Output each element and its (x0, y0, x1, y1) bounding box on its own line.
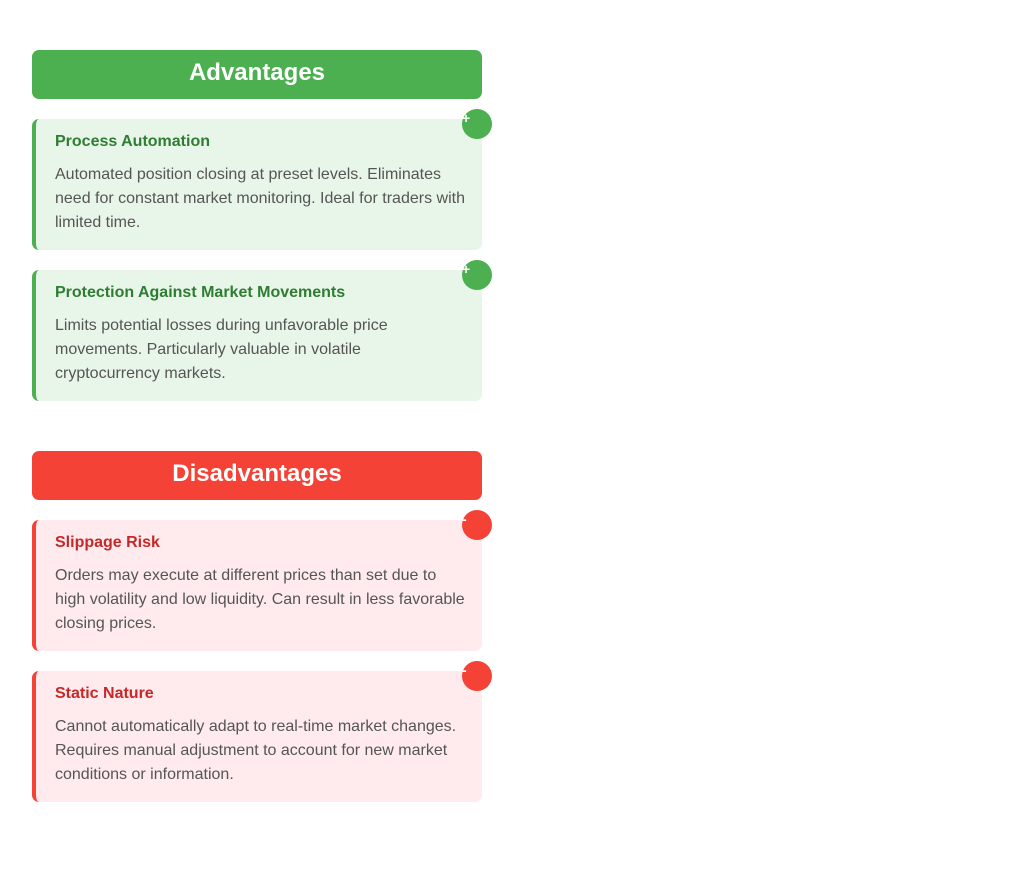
advantages-header: Advantages (32, 50, 482, 99)
advantage-card-process-automation (32, 110, 482, 250)
plus-icon: + (462, 260, 492, 290)
disadvantages-list (32, 511, 482, 802)
advantage-card-market-protection (32, 261, 482, 401)
disadvantages-header: Disadvantages (32, 451, 482, 500)
card-description: Cannot automatically adapt to real-time market changes. Requires manual adjustment to account for new market conditions or information. (55, 718, 457, 783)
card-description: Automated position closing at preset levels. Eliminates need for constant market monitoring. Ideal for traders with limited time. (55, 166, 465, 231)
card-title: Slippage Risk (55, 534, 160, 551)
disadvantage-card-slippage-risk (32, 511, 482, 651)
plus-icon: + (462, 109, 492, 139)
minus-icon: - (462, 661, 492, 691)
card-description: Limits potential losses during unfavorable price movements. Particularly valuable in volatile cryptocurrency markets. (55, 317, 388, 382)
advantages-list (32, 110, 482, 401)
card-title: Static Nature (55, 685, 154, 702)
minus-icon: - (462, 510, 492, 540)
disadvantages-section (32, 451, 482, 802)
advantages-section (32, 50, 482, 401)
card-title: Process Automation (55, 133, 210, 150)
card-description: Orders may execute at different prices than set due to high volatility and low liquidity. Can result in less favorable closing prices. (55, 567, 465, 632)
pros-cons-column (32, 50, 482, 852)
card-title: Protection Against Market Movements (55, 284, 346, 301)
disadvantage-card-static-nature (32, 662, 482, 802)
